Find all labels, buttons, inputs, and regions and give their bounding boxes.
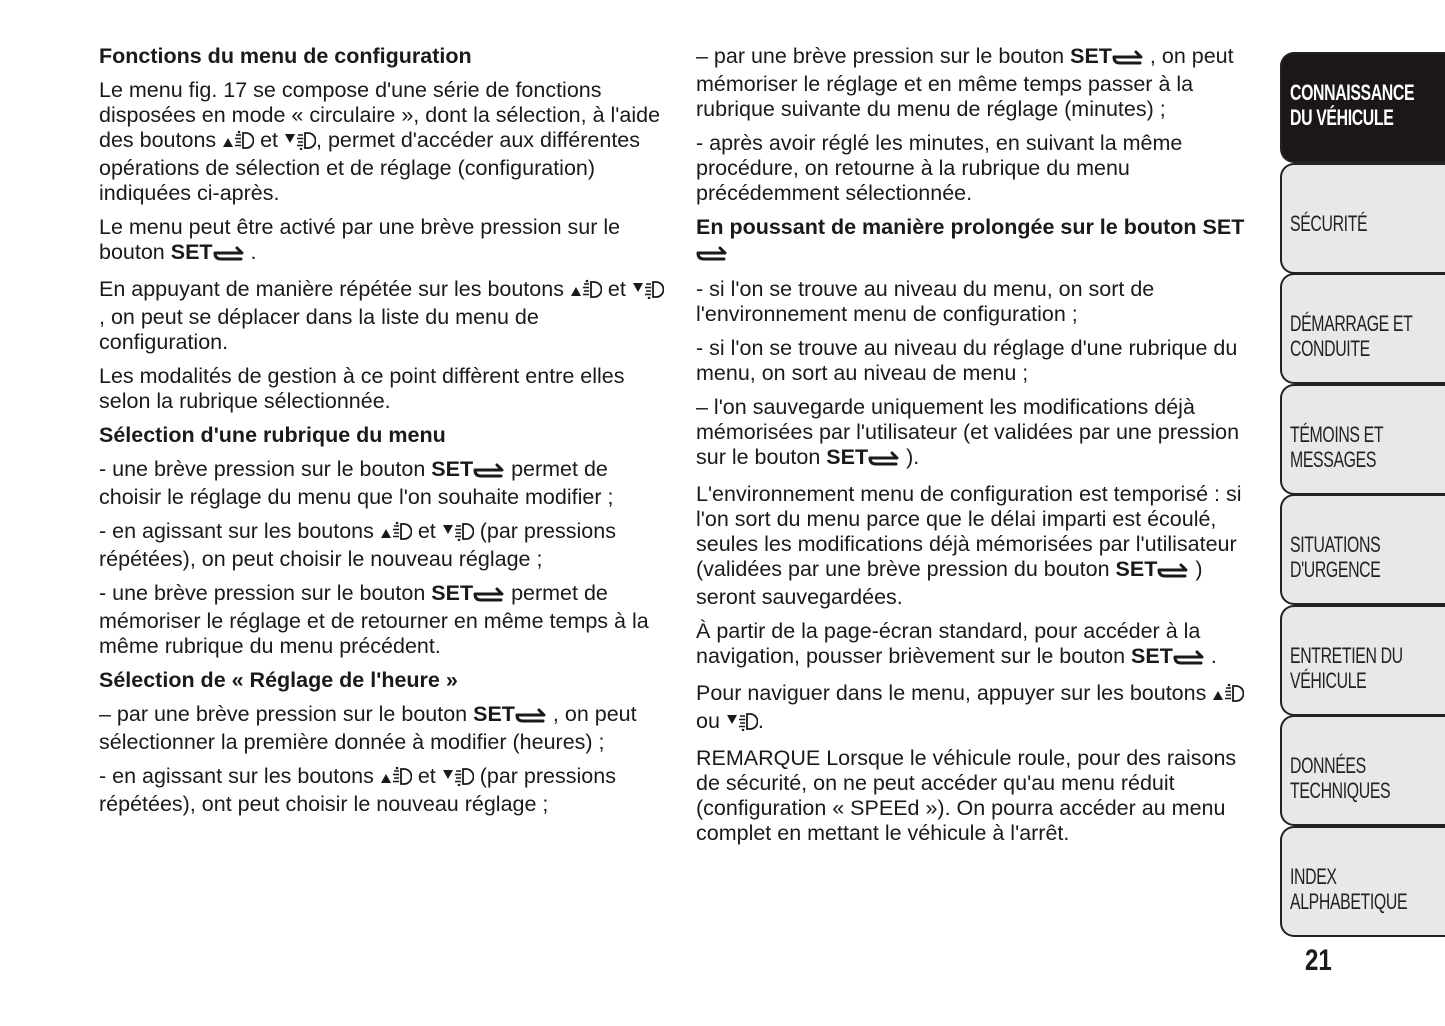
- text: - une brève pression sur le bouton: [99, 581, 432, 605]
- tab-label-line: SITUATIONS: [1290, 532, 1381, 557]
- tab-label-line: ALPHABETIQUE: [1290, 889, 1408, 914]
- page-number: 21: [1305, 944, 1332, 977]
- chapter-tab[interactable]: [1280, 826, 1445, 937]
- paragraph: [696, 482, 1262, 610]
- set-button-label: SET: [171, 240, 245, 264]
- icon-token: {up}: [393, 529, 398, 531]
- text: et: [601, 277, 632, 301]
- paragraph: [99, 277, 669, 355]
- text: ou: [696, 709, 726, 733]
- text: – par une brève pression sur le bouton: [696, 44, 1071, 68]
- icon-token: {down}: [739, 719, 747, 721]
- tab-label: [1290, 753, 1390, 803]
- section-heading: [99, 668, 669, 693]
- paragraph: [696, 395, 1262, 473]
- tab-label: [1290, 864, 1407, 914]
- paragraph: [99, 764, 669, 817]
- tab-label-line: INDEX: [1290, 864, 1337, 889]
- tab-label: [1290, 211, 1367, 236]
- paragraph: [99, 457, 669, 510]
- icon-token: {down}: [645, 287, 652, 289]
- chapter-tab[interactable]: [1280, 52, 1445, 163]
- up-arrow-light-icon: [222, 130, 254, 156]
- text: Sélection de « Réglage de l'heure »: [99, 668, 458, 692]
- text: – par une brève pression sur le bouton: [99, 702, 474, 726]
- paragraph: [696, 336, 1262, 386]
- right-column: [696, 44, 1262, 855]
- icon-token: {down}: [298, 138, 305, 140]
- tab-label-line: DU VÉHICULE: [1290, 105, 1394, 130]
- text: En poussant de manière prolongée sur le bouton: [696, 215, 1203, 239]
- text: Sélection d'une rubrique du menu: [99, 423, 446, 447]
- set-button-label: SET: [1131, 644, 1205, 668]
- text: REMARQUE Lorsque le véhicule roule, pour des raisons de sécurité, on ne peut accéder qu'au menu réduit (configuration « SPEEd »). On pourra accéder au menu complet en mettant le véhicule à l'arrêt.: [696, 746, 1237, 845]
- return-arrow-icon: [1173, 647, 1205, 672]
- text: .: [244, 240, 257, 264]
- paragraph: [696, 619, 1262, 672]
- section-heading: [696, 215, 1262, 268]
- section-heading: [99, 423, 669, 448]
- chapter-tab[interactable]: [1280, 273, 1445, 384]
- text: - en agissant sur les boutons: [99, 764, 380, 788]
- set-button-label: SET: [431, 457, 505, 481]
- tab-label-line: CONDUITE: [1290, 336, 1370, 361]
- text: Fonctions du menu de configuration: [99, 44, 472, 68]
- return-arrow-icon: [515, 705, 547, 730]
- text: et: [254, 128, 285, 152]
- tab-label: [1290, 311, 1412, 361]
- paragraph: [696, 681, 1262, 737]
- text: - si l'on se trouve au niveau du réglage d'une rubrique du menu, on sort au niveau de menu ;: [696, 336, 1238, 385]
- text: , on peut se déplacer dans la liste du menu de configuration.: [99, 305, 539, 354]
- down-arrow-light-icon: [442, 766, 474, 792]
- text: - si l'on se trouve au niveau du menu, on sort de l'environnement menu de configuration ;: [696, 277, 1155, 326]
- paragraph: [99, 519, 669, 572]
- tab-label-line: DÉMARRAGE ET: [1290, 311, 1413, 336]
- text: L'environnement menu de configuration est temporisé : si l'on sort du menu parce que le délai imparti est écoulé, seules les modifications déjà mémorisées par l'utilisateur (validées par une brève pression du bouton: [696, 482, 1242, 581]
- icon-token: {up}: [583, 287, 588, 289]
- tab-label-line: SÉCURITÉ: [1290, 211, 1368, 236]
- set-button-label: SET: [431, 581, 505, 605]
- chapter-tab[interactable]: [1280, 163, 1445, 274]
- chapter-tab[interactable]: [1280, 605, 1445, 716]
- icon-token: {up}: [236, 138, 240, 140]
- tab-label: [1290, 643, 1403, 693]
- return-arrow-icon: [696, 243, 728, 268]
- return-arrow-icon: [1157, 560, 1189, 585]
- paragraph: [696, 746, 1262, 846]
- text: Le menu fig. 17 se compose d'une série de fonctions disposées en mode « circulaire », dont la sélection, à l'aide des boutons: [99, 78, 661, 152]
- return-arrow-icon: [473, 584, 505, 609]
- tab-label-line: TECHNIQUES: [1290, 778, 1391, 803]
- down-arrow-light-icon: [442, 521, 474, 547]
- return-arrow-icon: [1112, 47, 1144, 72]
- tab-label-line: D'URGENCE: [1290, 557, 1381, 582]
- text: , permet d'accéder aux différentes opérations de sélection et de réglage (configuration) indiquées ci-après.: [99, 128, 641, 205]
- text: Les modalités de gestion à ce point diffèrent entre elles selon la rubrique sélectionnée.: [99, 364, 625, 413]
- text: - en agissant sur les boutons: [99, 519, 380, 543]
- paragraph: [99, 581, 669, 659]
- icon-token: {up}: [1226, 691, 1230, 693]
- tab-label-line: VÉHICULE: [1290, 668, 1367, 693]
- tab-label-line: DONNÉES: [1290, 753, 1366, 778]
- text: .: [757, 709, 764, 733]
- up-arrow-light-icon: [1212, 683, 1244, 709]
- icon-token: {down}: [455, 529, 462, 531]
- chapter-tab[interactable]: [1280, 384, 1445, 495]
- text: .: [1204, 644, 1217, 668]
- up-arrow-light-icon: [380, 521, 412, 547]
- text: Pour naviguer dans le menu, appuyer sur les boutons: [696, 681, 1213, 705]
- paragraph: [696, 44, 1262, 122]
- tab-label-line: TÉMOINS ET: [1290, 422, 1384, 447]
- text: En appuyant de manière répétée sur les boutons: [99, 277, 570, 301]
- text: (par pressions répétées), on peut choisir le nouveau réglage ;: [99, 519, 616, 571]
- text: - après avoir réglé les minutes, en suivant la même procédure, on retourne à la rubrique du menu précédemment sélectionnée.: [696, 131, 1183, 205]
- tab-label-line: MESSAGES: [1290, 447, 1377, 472]
- text: À partir de la page-écran standard, pour accéder à la navigation, pousser brièvement sur le bouton: [696, 619, 1201, 668]
- up-arrow-light-icon: [570, 279, 602, 305]
- text: , on peut sélectionner la première donnée à modifier (heures) ;: [99, 702, 637, 754]
- icon-token: {up}: [393, 774, 398, 776]
- paragraph: [99, 702, 669, 755]
- chapter-tab[interactable]: [1280, 494, 1445, 605]
- text: et: [411, 519, 442, 543]
- return-arrow-icon: [213, 243, 245, 268]
- paragraph: [696, 277, 1262, 327]
- set-button-label: SET: [1070, 44, 1144, 68]
- paragraph: [99, 215, 669, 268]
- text: permet de mémoriser le réglage et de retourner en même temps à la même rubrique du menu précédent.: [99, 581, 649, 658]
- tab-label: [1290, 422, 1383, 472]
- return-arrow-icon: [868, 448, 900, 473]
- down-arrow-light-icon: [726, 711, 758, 737]
- icon-token: {down}: [455, 774, 462, 776]
- text: - une brève pression sur le bouton: [99, 457, 432, 481]
- text: permet de choisir le réglage du menu que l'on souhaite modifier ;: [99, 457, 614, 509]
- text: (par pressions répétées), ont peut choisir le nouveau réglage ;: [99, 764, 616, 816]
- down-arrow-light-icon: [284, 130, 316, 156]
- tab-label: [1290, 80, 1414, 130]
- text: ) seront sauvegardées.: [696, 557, 1203, 609]
- tab-label-line: ENTRETIEN DU: [1290, 643, 1403, 668]
- text: et: [411, 764, 442, 788]
- down-arrow-light-icon: [632, 279, 664, 305]
- tab-label: [1290, 532, 1380, 582]
- up-arrow-light-icon: [380, 766, 412, 792]
- chapter-tab[interactable]: [1280, 715, 1445, 826]
- set-button-label: SET: [826, 445, 900, 469]
- text: , on peut mémoriser le réglage et en même temps passer à la rubrique suivante du menu de réglage (minutes) ;: [696, 44, 1234, 121]
- set-button-label: SET: [696, 215, 1244, 264]
- set-button-label: SET: [1116, 557, 1190, 581]
- text: Le menu peut être activé par une brève pression sur le bouton: [99, 215, 621, 264]
- tab-label-line: CONNAISSANCE: [1290, 80, 1415, 105]
- left-column: [99, 44, 669, 826]
- text: ).: [900, 445, 920, 469]
- paragraph: [99, 364, 669, 414]
- section-heading: [99, 44, 669, 69]
- paragraph: [696, 131, 1262, 206]
- set-button-label: SET: [473, 702, 547, 726]
- text: – l'on sauvegarde uniquement les modifications déjà mémorisées par l'utilisateur (et validées par une pression sur le bouton: [696, 395, 1240, 469]
- return-arrow-icon: [473, 460, 505, 485]
- paragraph: [99, 78, 669, 206]
